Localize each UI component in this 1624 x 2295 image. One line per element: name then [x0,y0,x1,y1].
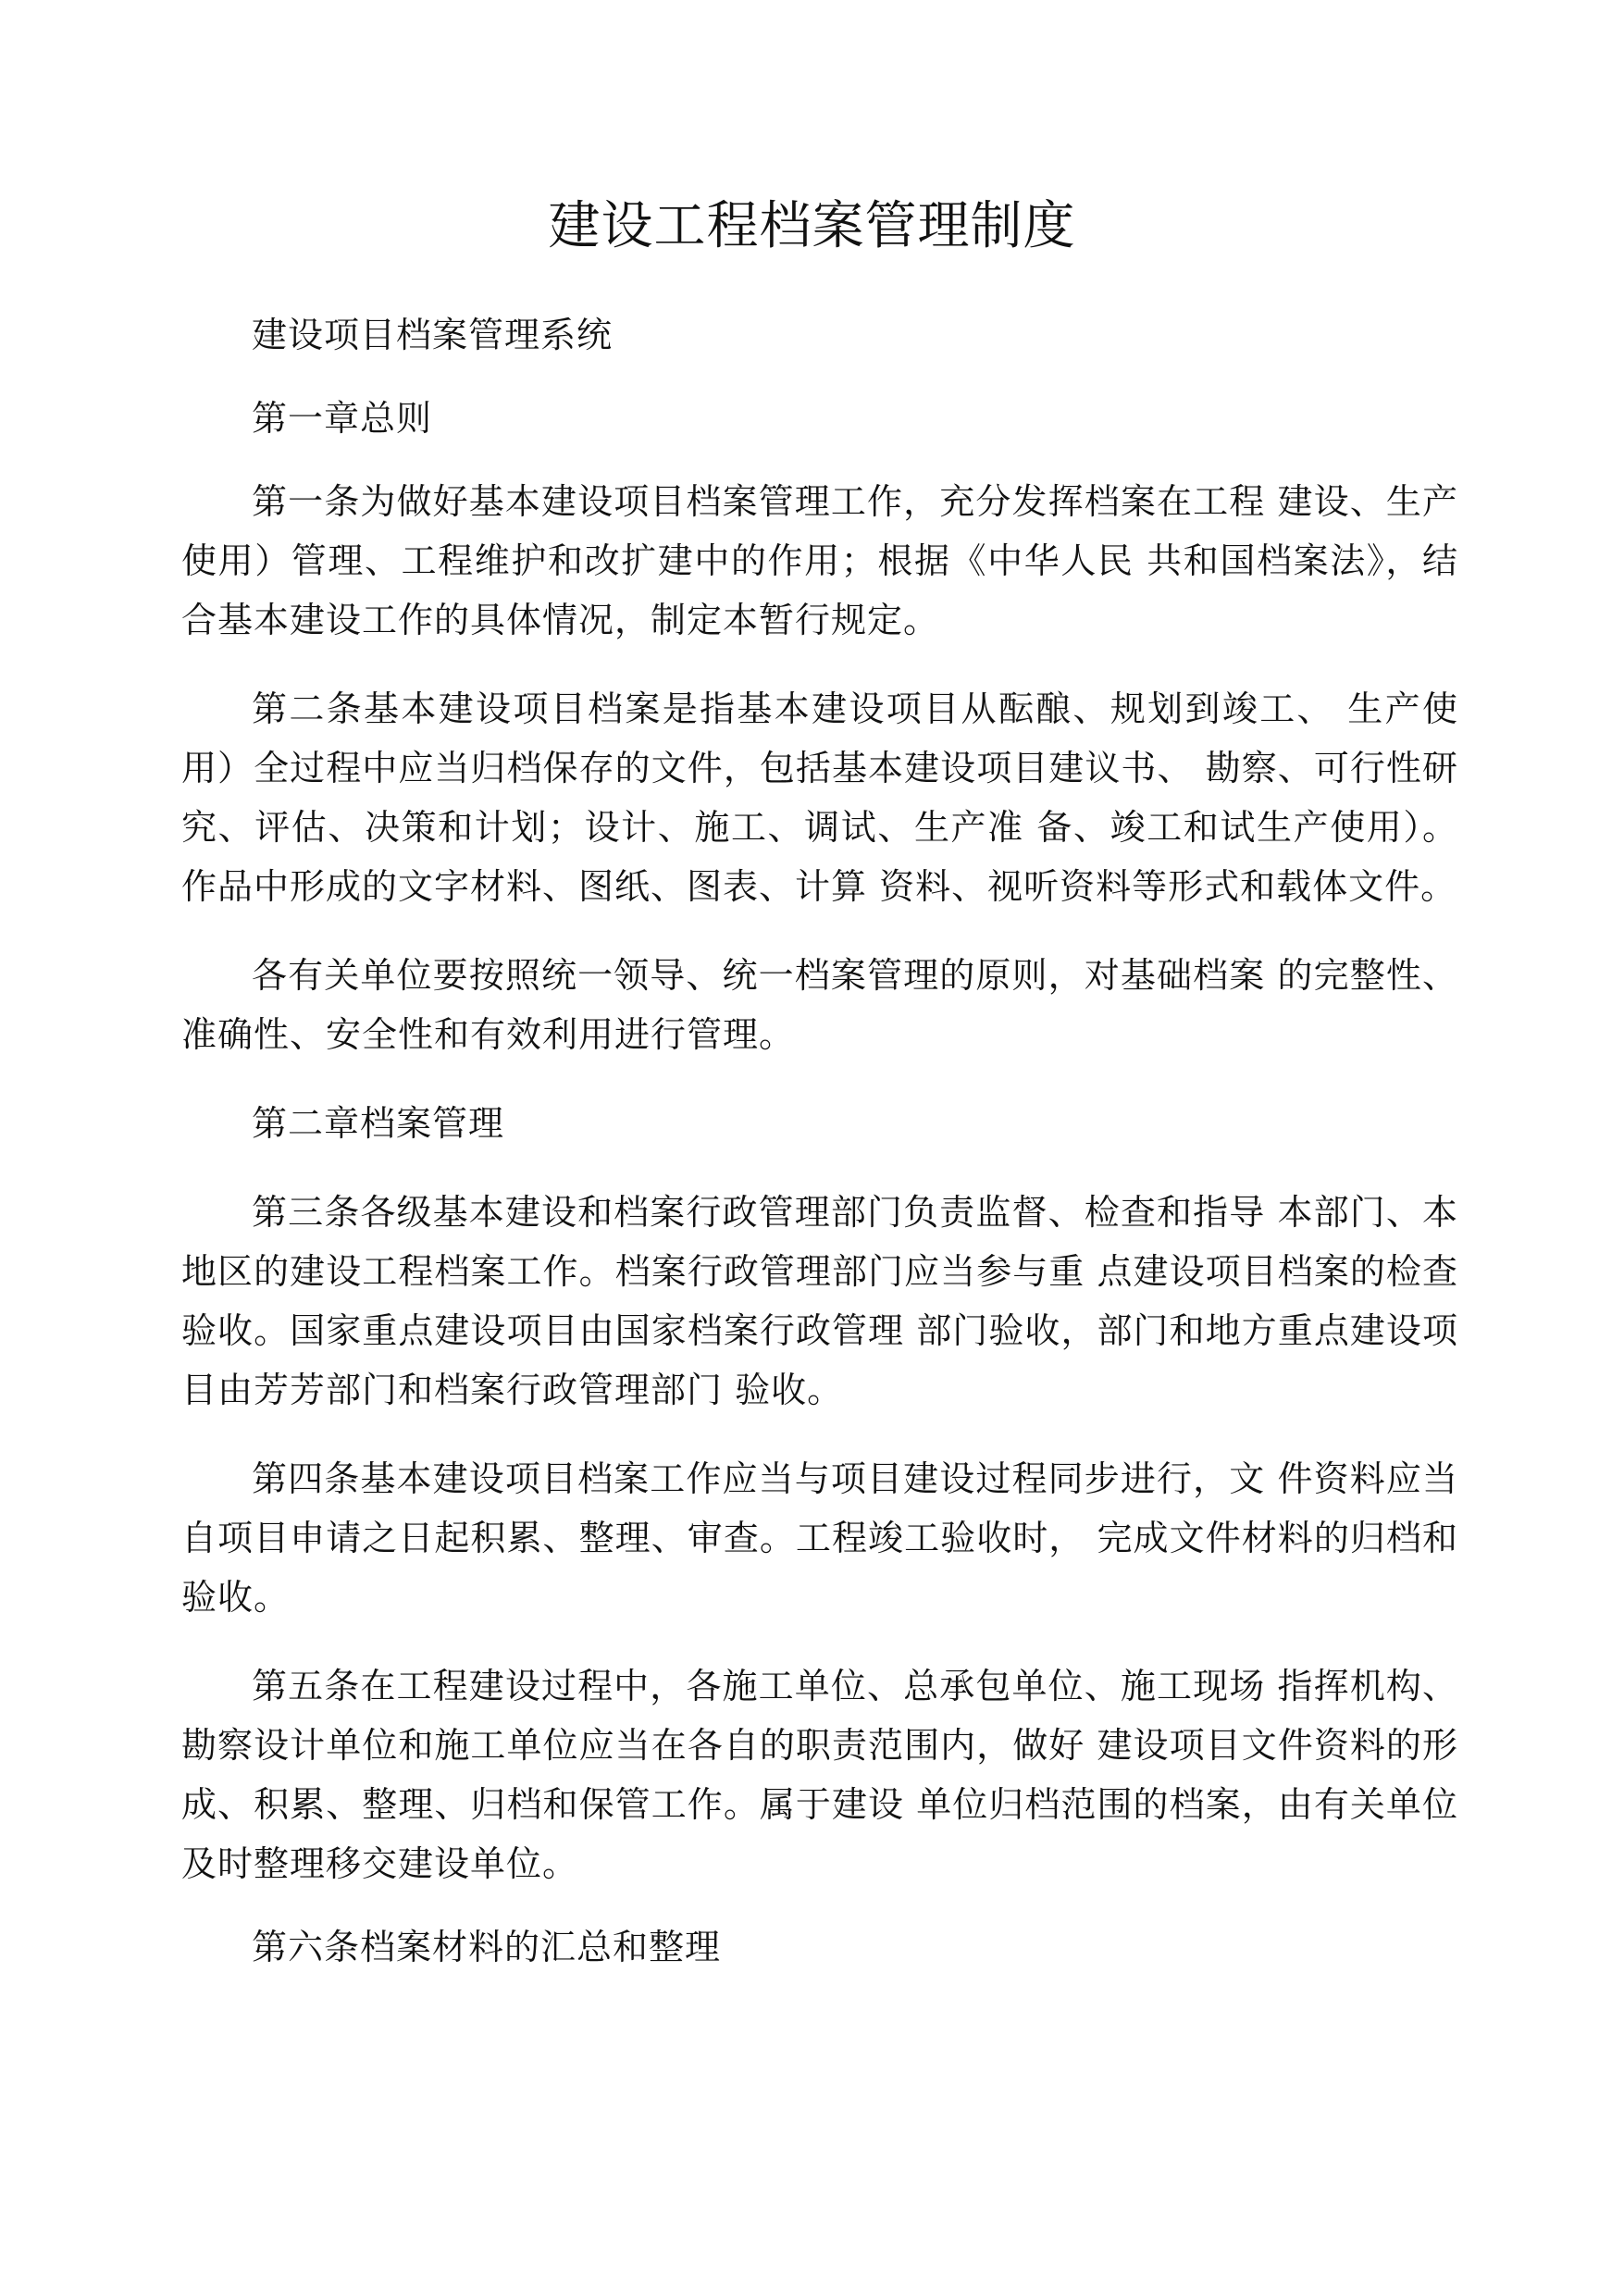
paragraph-principles: 各有关单位要按照统一领导、统一档案管理的原则，对基础档案 的完整性、准确性、安全性和有效利用进行管理。 [181,955,1458,1055]
chapter-heading-1: 第一章总则 [252,398,433,439]
document-body [181,305,1458,1977]
document-title: 建设工程档案管理制度 [548,196,1076,256]
chapter-heading-2: 第二章档案管理 [252,1103,505,1144]
article-4: 第四条基本建设项目档案工作应当与项目建设过程同步进行，文 件资料应当自项目申请之日起积累、整理、审查。工程竣工验收时， 完成文件材料的归档和验收。 [181,1458,1458,1618]
article-3: 第三条各级基本建设和档案行政管理部门负责监督、检查和指导 本部门、本地区的建设工程档案工作。档案行政管理部门应当参与重 点建设项目档案的检查验收。国家重点建设项目由国家档案行政管理 部门验收，部门和地方重点建设项目由芳芳部门和档案行政管理部门 验收。 [181,1192,1458,1410]
article-6: 第六条档案材料的汇总和整理 [252,1927,722,1967]
article-2: 第二条基本建设项目档案是指基本建设项目从酝酿、规划到竣工、 生产使用）全过程中应当归档保存的文件，包括基本建设项目建议书、 勘察、可行性研究、评估、决策和计划；设计、施工、调试、生产准 备、竣工和试生产使用）。作品中形成的文字材料、图纸、图表、计算 资料、视听资料等形式和载体文件。 [181,688,1458,907]
article-5: 第五条在工程建设过程中，各施工单位、总承包单位、施工现场 指挥机构、勘察设计单位和施工单位应当在各自的职责范围内，做好 建设项目文件资料的形成、积累、整理、归档和保管工作。属于建设 单位归档范围的档案，由有关单位及时整理移交建设单位。 [181,1666,1458,1884]
article-1: 第一条为做好基本建设项目档案管理工作，充分发挥档案在工程 建设、生产使用）管理、工程维护和改扩建中的作用；根据《中华人民 共和国档案法》，结合基本建设工作的具体情况，制定本暂行规定。 [181,481,1458,640]
paragraph-system-name: 建设项目档案管理系统 [252,315,614,355]
